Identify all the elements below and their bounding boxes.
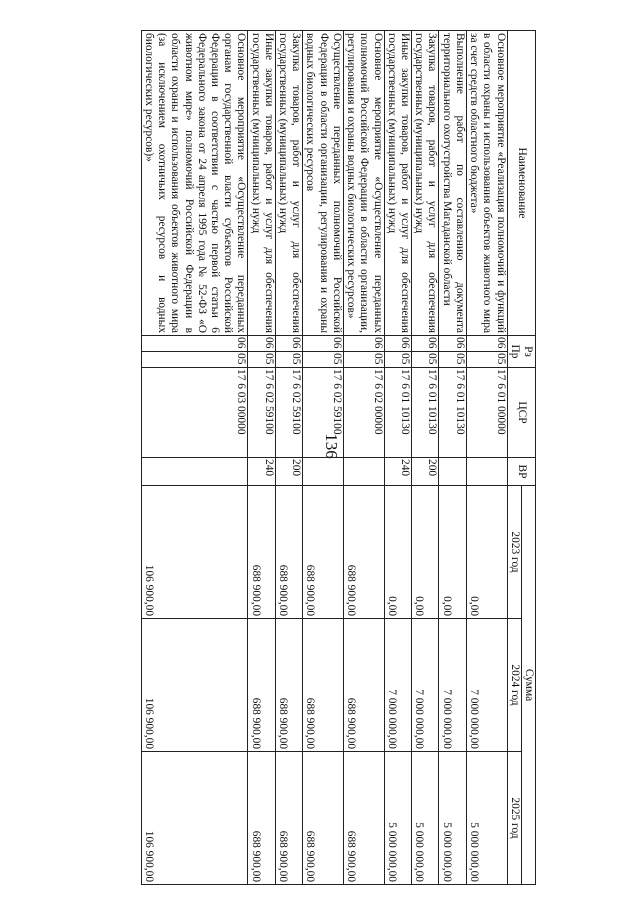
row-sum-2023: 106 900,00	[141, 486, 248, 619]
row-csr: 17 6 01 00000	[466, 368, 507, 458]
row-name: Осуществление переданных полномочий Российской Федерации в области организации, регулирования и охраны водных биологических ресурсов	[303, 31, 344, 336]
table-row	[412, 31, 439, 885]
row-sum-2025: 688 900,00	[343, 752, 384, 885]
row-sum-2025: 688 900,00	[248, 752, 275, 885]
row-sum-2024: 688 900,00	[303, 619, 344, 752]
row-rz: 06	[141, 336, 248, 352]
table-row	[141, 31, 248, 885]
row-rz: 06	[439, 336, 466, 352]
row-sum-2024: 106 900,00	[141, 619, 248, 752]
row-vr: 200	[275, 458, 302, 486]
row-rz: 06	[384, 336, 411, 352]
header-year-2025: 2025 год	[507, 752, 521, 885]
row-rz: 06	[412, 336, 439, 352]
header-year-2024: 2024 год	[507, 619, 521, 752]
row-sum-2025: 5 000 000,00	[439, 752, 466, 885]
table-row	[466, 31, 507, 885]
row-sum-2025: 688 900,00	[275, 752, 302, 885]
row-pr: 05	[275, 352, 302, 368]
row-csr: 17 6 02 59100	[303, 368, 344, 458]
table-body	[141, 31, 507, 885]
row-sum-2024: 7 000 000,00	[439, 619, 466, 752]
row-name: Основное мероприятие «Осуществление переданных органам государственной власти субъектов Российской Федерации в соответствии с частью первой статьи 6 Федерального закона от 24 апреля 1995 года № 52-ФЗ «О животном мире» полномочий Российской Федерации в области охраны и использования объектов животного мира (за исключением охотничьих ресурсов и водных биологических ресурсов)»	[141, 31, 248, 336]
row-csr: 17 6 01 10130	[384, 368, 411, 458]
header-name: Наименование	[507, 31, 535, 336]
row-pr: 05	[343, 352, 384, 368]
page-number: 136	[322, 433, 341, 459]
row-vr: 240	[384, 458, 411, 486]
table-row	[343, 31, 384, 885]
row-sum-2023: 0,00	[439, 486, 466, 619]
budget-table	[141, 30, 536, 885]
row-sum-2025: 5 000 000,00	[466, 752, 507, 885]
header-vr: ВР	[507, 458, 535, 486]
row-pr: 05	[439, 352, 466, 368]
row-vr	[466, 458, 507, 486]
table-row	[439, 31, 466, 885]
row-name: Иные закупки товаров, работ и услуг для обеспечения государственных (муниципальных) нужд	[384, 31, 411, 336]
row-vr	[303, 458, 344, 486]
row-name: Закупка товаров, работ и услуг для обеспечения государственных (муниципальных) нужд	[275, 31, 302, 336]
row-sum-2023: 688 900,00	[343, 486, 384, 619]
row-rz: 06	[303, 336, 344, 352]
table-row	[384, 31, 411, 885]
row-rz: 06	[248, 336, 275, 352]
row-pr: 05	[412, 352, 439, 368]
row-sum-2023: 0,00	[384, 486, 411, 619]
row-sum-2024: 688 900,00	[248, 619, 275, 752]
row-vr	[439, 458, 466, 486]
row-csr: 17 6 01 10130	[439, 368, 466, 458]
table-row	[303, 31, 344, 885]
table-row	[248, 31, 275, 885]
row-sum-2023: 688 900,00	[248, 486, 275, 619]
row-name: Выполнение работ по составлению документа территориального охотустройства Магаданской области	[439, 31, 466, 336]
row-name: Основное мероприятие «Осуществление переданных полномочий Российской Федерации в области организации, регулирования и охраны водных биологических ресурсов»	[343, 31, 384, 336]
row-name: Иные закупки товаров, работ и услуг для обеспечения государственных (муниципальных) нужд	[248, 31, 275, 336]
row-vr: 240	[248, 458, 275, 486]
row-csr: 17 6 03 00000	[141, 368, 248, 458]
row-sum-2024: 7 000 000,00	[384, 619, 411, 752]
row-pr: 05	[141, 352, 248, 368]
table-row	[275, 31, 302, 885]
rotated-table-container	[96, 30, 536, 884]
row-name: Закупка товаров, работ и услуг для обеспечения государственных (муниципальных) нужд	[412, 31, 439, 336]
row-sum-2025: 5 000 000,00	[384, 752, 411, 885]
row-csr: 17 6 01 10130	[412, 368, 439, 458]
row-vr	[343, 458, 384, 486]
header-row	[521, 31, 535, 885]
row-vr: 200	[412, 458, 439, 486]
row-sum-2023: 688 900,00	[275, 486, 302, 619]
row-sum-2024: 688 900,00	[343, 619, 384, 752]
row-sum-2024: 7 000 000,00	[412, 619, 439, 752]
row-vr	[141, 458, 248, 486]
row-rz: 06	[466, 336, 507, 352]
header-sum: Сумма	[521, 486, 535, 885]
row-sum-2024: 7 000 000,00	[466, 619, 507, 752]
row-sum-2025: 688 900,00	[303, 752, 344, 885]
row-sum-2025: 5 000 000,00	[412, 752, 439, 885]
row-pr: 05	[384, 352, 411, 368]
row-csr: 17 6 02 59100	[275, 368, 302, 458]
row-name: Основное мероприятие «Реализация полномочий и функций в области охраны и использования объектов животного мира за счет средств областного бюджета»	[466, 31, 507, 336]
header-year-2023: 2023 год	[507, 486, 521, 619]
row-csr: 17 6 02 59100	[248, 368, 275, 458]
row-pr: 05	[248, 352, 275, 368]
row-sum-2023: 0,00	[412, 486, 439, 619]
row-sum-2023: 688 900,00	[303, 486, 344, 619]
row-rz: 06	[343, 336, 384, 352]
header-rzpr: Рз Пр	[507, 336, 535, 368]
row-rz: 06	[275, 336, 302, 352]
row-pr: 05	[466, 352, 507, 368]
row-sum-2024: 688 900,00	[275, 619, 302, 752]
row-sum-2023: 0,00	[466, 486, 507, 619]
row-pr: 05	[303, 352, 344, 368]
row-csr: 17 6 02 00000	[343, 368, 384, 458]
row-sum-2025: 106 900,00	[141, 752, 248, 885]
header-csr: ЦСР	[507, 368, 535, 458]
